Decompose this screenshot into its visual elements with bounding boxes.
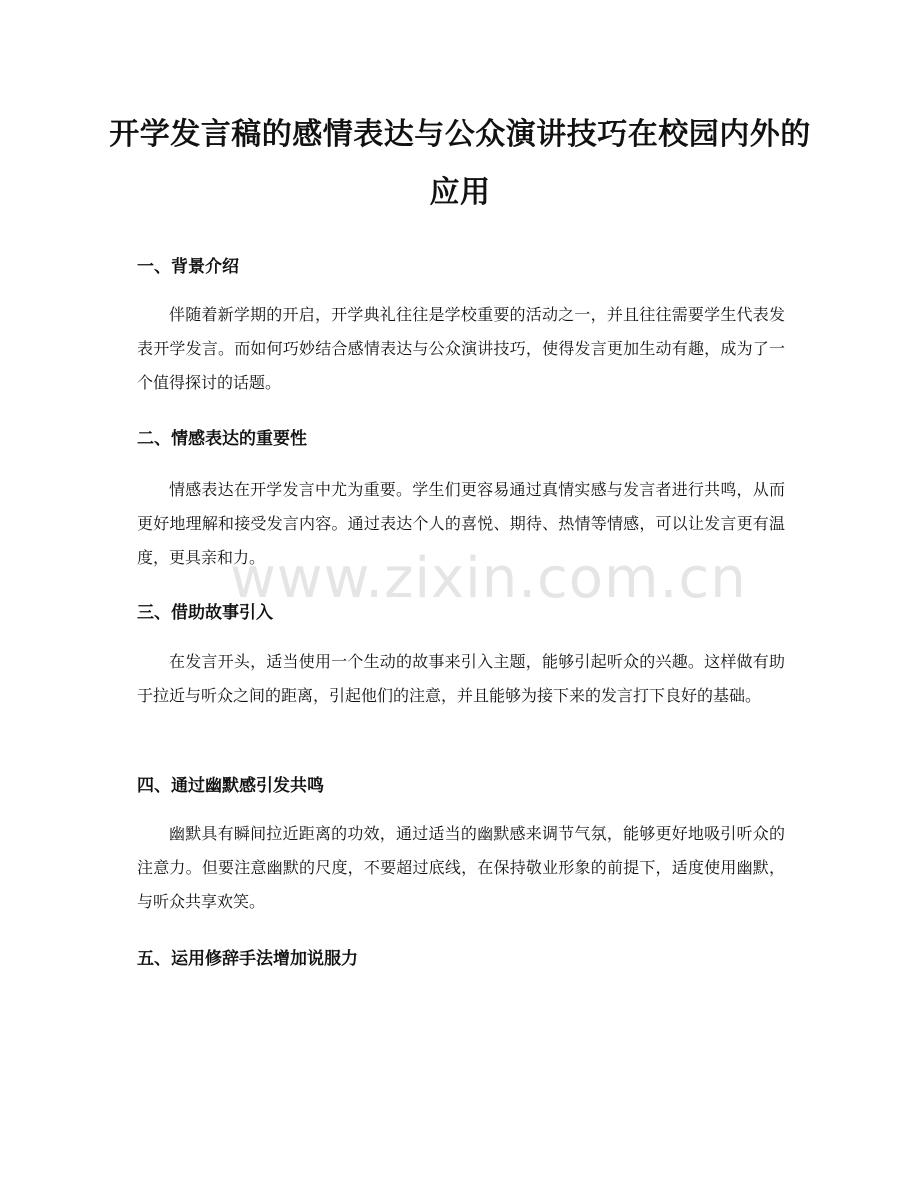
section-heading-humor: 四、通过幽默感引发共鸣 [137,776,324,796]
section-body-emotion: 情感表达在开学发言中尤为重要。学生们更容易通过真情实感与发言者进行共鸣，从而更好地理解和接受发言内容。通过表达个人的喜悦、期待、热情等情感，可以让发言更有温度，更具亲和力。 [137,480,785,567]
section-heading-rhetoric: 五、运用修辞手法增加说服力 [137,949,358,969]
section-heading-story: 三、借助故事引入 [137,603,273,623]
section-heading-background: 一、背景介绍 [137,257,239,277]
watermark: www.zixin.com.cn [230,546,747,611]
section-heading-emotion: 二、情感表达的重要性 [137,429,307,449]
document-title: 开学发言稿的感情表达与公众演讲技巧在校园内外的应用 [109,117,811,210]
section-body-story: 在发言开头，适当使用一个生动的故事来引入主题，能够引起听众的兴趣。这样做有助于拉近与听众之间的距离，引起他们的注意，并且能够为接下来的发言打下良好的基础。 [137,652,785,705]
section-body-background: 伴随着新学期的开启，开学典礼往往是学校重要的活动之一，并且往往需要学生代表发表开学发言。而如何巧妙结合感情表达与公众演讲技巧，使得发言更加生动有趣，成为了一个值得探讨的话题。 [137,305,785,392]
section-body-humor: 幽默具有瞬间拉近距离的功效，通过适当的幽默感来调节气氛，能够更好地吸引听众的注意力。但要注意幽默的尺度，不要超过底线，在保持敬业形象的前提下，适度使用幽默，与听众共享欢笑。 [137,824,785,911]
